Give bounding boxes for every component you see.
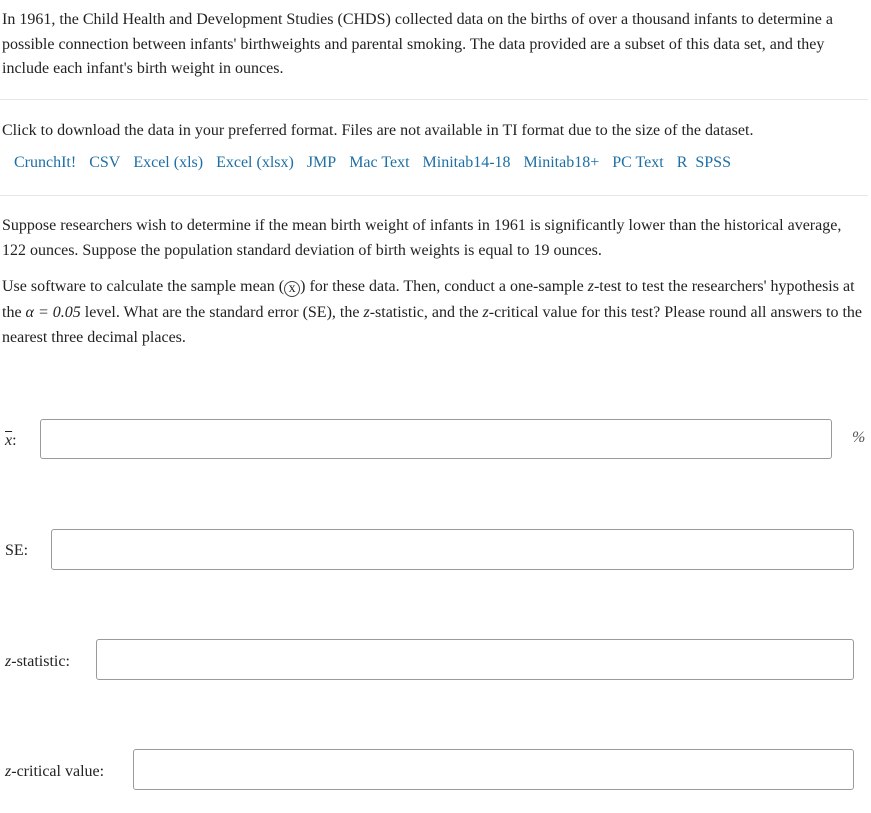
download-minitab14-18-link[interactable]: Minitab14-18: [422, 154, 511, 171]
download-minitab18plus-link[interactable]: Minitab18+: [523, 154, 600, 171]
zstat-input[interactable]: [96, 639, 854, 680]
divider: [0, 195, 868, 196]
download-crunchit-link[interactable]: CrunchIt!: [14, 154, 77, 171]
alpha-level: α = 0.05: [25, 303, 81, 321]
download-jmp-link[interactable]: JMP: [306, 154, 337, 171]
download-spss-link[interactable]: SPSS: [695, 154, 731, 171]
download-r-link[interactable]: R: [676, 154, 688, 171]
download-mac-text-link[interactable]: Mac Text: [349, 154, 410, 171]
zstat-label: z-statistic:: [5, 653, 70, 670]
download-xls-link[interactable]: Excel (xls): [133, 154, 204, 171]
zcrit-label: z-critical value:: [5, 763, 105, 780]
zcrit-input[interactable]: [133, 749, 854, 790]
xbar-label: $\overline{x}$:: [5, 432, 17, 449]
download-xlsx-link[interactable]: Excel (xlsx): [216, 154, 294, 171]
intro-paragraph: In 1961, the Child Health and Development Studies (CHDS) collected data on the births of over a thousand infants to determine a possible connection between infants' birthweights and parental smoking. The data provided are a subset of this data set, and they include each infant's birth weight in ounces.: [2, 11, 833, 77]
download-pc-text-link[interactable]: PC Text: [612, 154, 664, 171]
se-label: SE:: [5, 542, 29, 559]
divider: [0, 99, 868, 100]
xbar-input[interactable]: [40, 419, 832, 459]
download-links: [14, 152, 744, 174]
se-input[interactable]: [51, 529, 854, 570]
xbar-symbol: x: [284, 281, 300, 297]
question-paragraph-2: Use software to calculate the sample mean ( x ) for these data. Then, conduct a one-sample z-test to test the researchers' hypothesis at the α = 0.05 level. What are the standard error (SE), the z-statistic, and the z-critical value for this test? Please round all answers to the nearest three decimal places.: [2, 278, 862, 346]
download-label: Click to download the data in your preferred format. Files are not available in TI format due to the size of the dataset.: [2, 122, 754, 139]
question-paragraph-1: Suppose researchers wish to determine if the mean birth weight of infants in 1961 is significantly lower than the historical average, 122 ounces. Suppose the population standard deviation of birth weights is equal to 19 ounces.: [2, 217, 842, 259]
percent-unit: %: [852, 429, 866, 446]
download-csv-link[interactable]: CSV: [89, 154, 121, 171]
